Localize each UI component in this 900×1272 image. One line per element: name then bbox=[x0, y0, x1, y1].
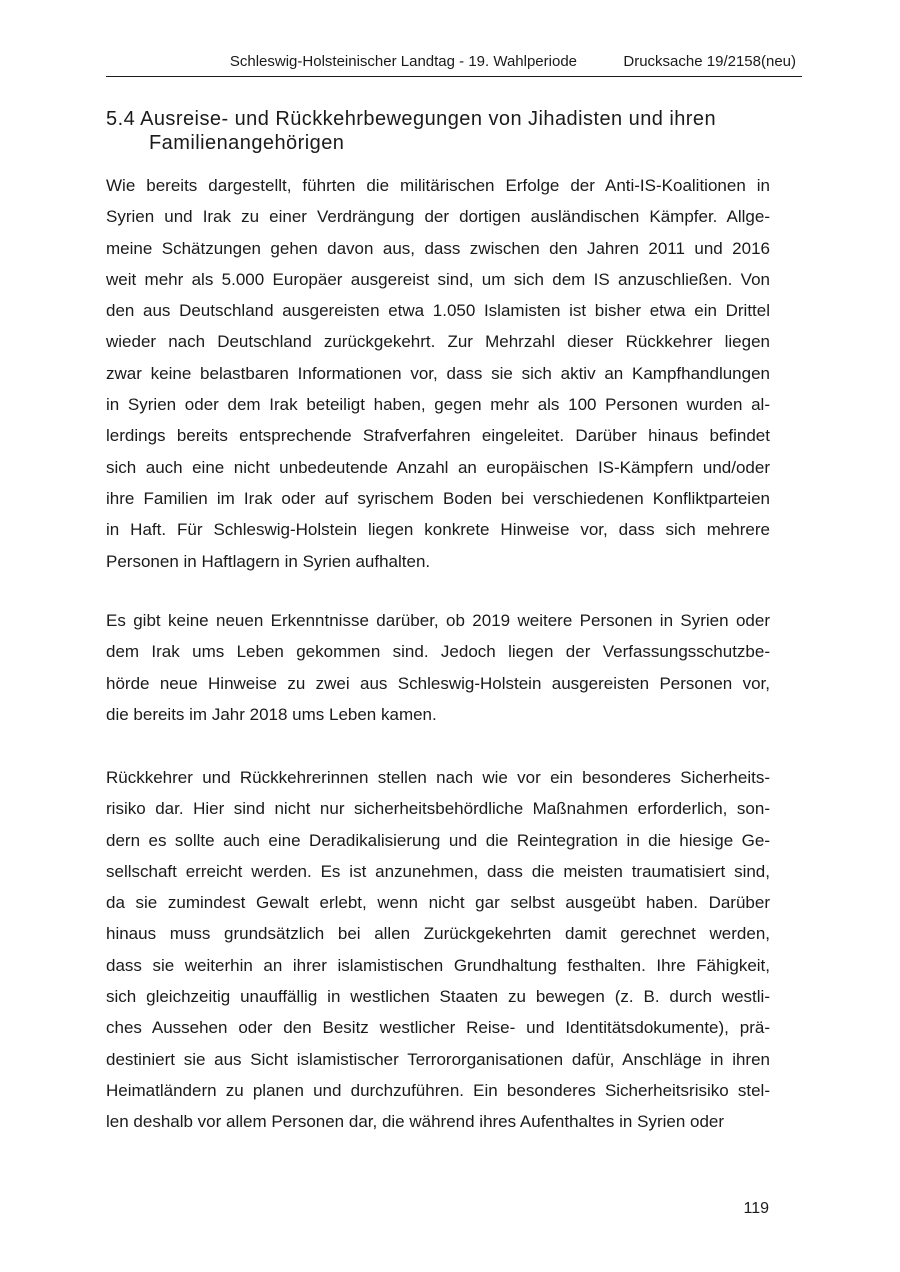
paragraph-line: sich auch eine nicht unbedeutende Anzahl an europäischen IS-Kämpfern und/oder bbox=[106, 457, 770, 477]
paragraph-line: lerdings bereits entsprechende Strafverfahren eingeleitet. Darüber hinaus befindet bbox=[106, 426, 770, 446]
section-number: 5.4 bbox=[106, 108, 136, 130]
paragraph-2 bbox=[106, 605, 770, 730]
paragraph-line: meine Schätzungen gehen davon aus, dass zwischen den Jahren 2011 und 2016 bbox=[106, 238, 770, 258]
paragraph-line: den aus Deutschland ausgereisten etwa 1.050 Islamisten ist bisher etwa ein Drittel bbox=[106, 301, 770, 321]
paragraph-line: Rückkehrer und Rückkehrerinnen stellen nach wie vor ein besonderes Sicherheits- bbox=[106, 768, 770, 787]
paragraph-line: hinaus muss grundsätzlich bei allen Zurückgekehrten damit gerechnet werden, bbox=[106, 924, 770, 944]
paragraph-line: len deshalb vor allem Personen dar, die während ihres Aufenthaltes in Syrien oder bbox=[106, 1112, 725, 1132]
paragraph-line: Heimatländern zu planen und durchzuführen. Ein besonderes Sicherheitsrisiko stel- bbox=[106, 1080, 770, 1100]
running-header bbox=[106, 50, 802, 77]
paragraph-line: die bereits im Jahr 2018 ums Leben kamen. bbox=[106, 704, 437, 724]
section-title-line-1: Ausreise- und Rückkehrbewegungen von Jihadisten und ihren bbox=[140, 108, 717, 130]
section-title-line-2: Familienangehörigen bbox=[149, 132, 345, 154]
paragraph-line: dern es sollte auch eine Deradikalisierung und die Reintegration in die hiesige Ge- bbox=[106, 830, 770, 850]
paragraph-line: risiko dar. Hier sind nicht nur sicherheitsbehördliche Maßnahmen erforderlich, son- bbox=[106, 799, 770, 819]
paragraph-line: dass sie weiterhin an ihrer islamistischen Grundhaltung festhalten. Ihre Fähigkeit, bbox=[106, 955, 770, 975]
header-parliament-title: Schleswig-Holsteinischer Landtag - 19. Wahlperiode bbox=[229, 53, 577, 70]
paragraph-line: zwar keine belastbaren Informationen vor, dass sie sich aktiv an Kampfhandlungen bbox=[106, 363, 770, 383]
paragraph-line: sich gleichzeitig unauffällig in westlichen Staaten zu bewegen (z. B. durch westli- bbox=[106, 987, 770, 1007]
paragraph-line: in Haft. Für Schleswig-Holstein liegen konkrete Hinweise vor, dass sich mehrere bbox=[106, 520, 770, 540]
paragraph-line: Wie bereits dargestellt, führten die militärischen Erfolge der Anti-IS-Koalitionen in bbox=[106, 176, 770, 195]
paragraph-line: ches Aussehen oder den Besitz westlicher Reise- und Identitätsdokumente), prä- bbox=[106, 1018, 770, 1038]
section-heading bbox=[106, 107, 786, 155]
paragraph-3 bbox=[106, 762, 770, 1138]
paragraph-line: wieder nach Deutschland zurückgekehrt. Zur Mehrzahl dieser Rückkehrer liegen bbox=[106, 332, 770, 352]
header-document-number: Drucksache 19/2158(neu) bbox=[623, 53, 796, 70]
paragraph-line: da sie zumindest Gewalt erlebt, wenn nicht gar selbst ausgeübt haben. Darüber bbox=[106, 893, 770, 913]
paragraph-line: Personen in Haftlagern in Syrien aufhalten. bbox=[106, 551, 431, 571]
paragraph-line: sellschaft erreicht werden. Es ist anzunehmen, dass die meisten traumatisiert sind, bbox=[106, 861, 770, 881]
paragraph-line: Syrien und Irak zu einer Verdrängung der dortigen ausländischen Kämpfer. Allge- bbox=[106, 207, 770, 227]
paragraph-line: dem Irak ums Leben gekommen sind. Jedoch liegen der Verfassungsschutzbe- bbox=[106, 642, 770, 662]
paragraph-line: weit mehr als 5.000 Europäer ausgereist sind, um sich dem IS anzuschließen. Von bbox=[106, 269, 770, 289]
paragraph-line: ihre Familien im Irak oder auf syrischem Boden bei verschiedenen Konfliktparteien bbox=[106, 488, 770, 508]
paragraph-line: hörde neue Hinweise zu zwei aus Schleswig-Holstein ausgereisten Personen vor, bbox=[106, 673, 770, 693]
paragraph-1 bbox=[106, 170, 770, 577]
paragraph-line: destiniert sie aus Sicht islamistischer Terrororganisationen dafür, Anschläge in ihren bbox=[106, 1049, 770, 1069]
paragraph-line: Es gibt keine neuen Erkenntnisse darüber, ob 2019 weitere Personen in Syrien oder bbox=[106, 611, 770, 630]
paragraph-line: in Syrien oder dem Irak beteiligt haben, gegen mehr als 100 Personen wurden al- bbox=[106, 395, 770, 415]
page-number: 119 bbox=[743, 1200, 769, 1217]
